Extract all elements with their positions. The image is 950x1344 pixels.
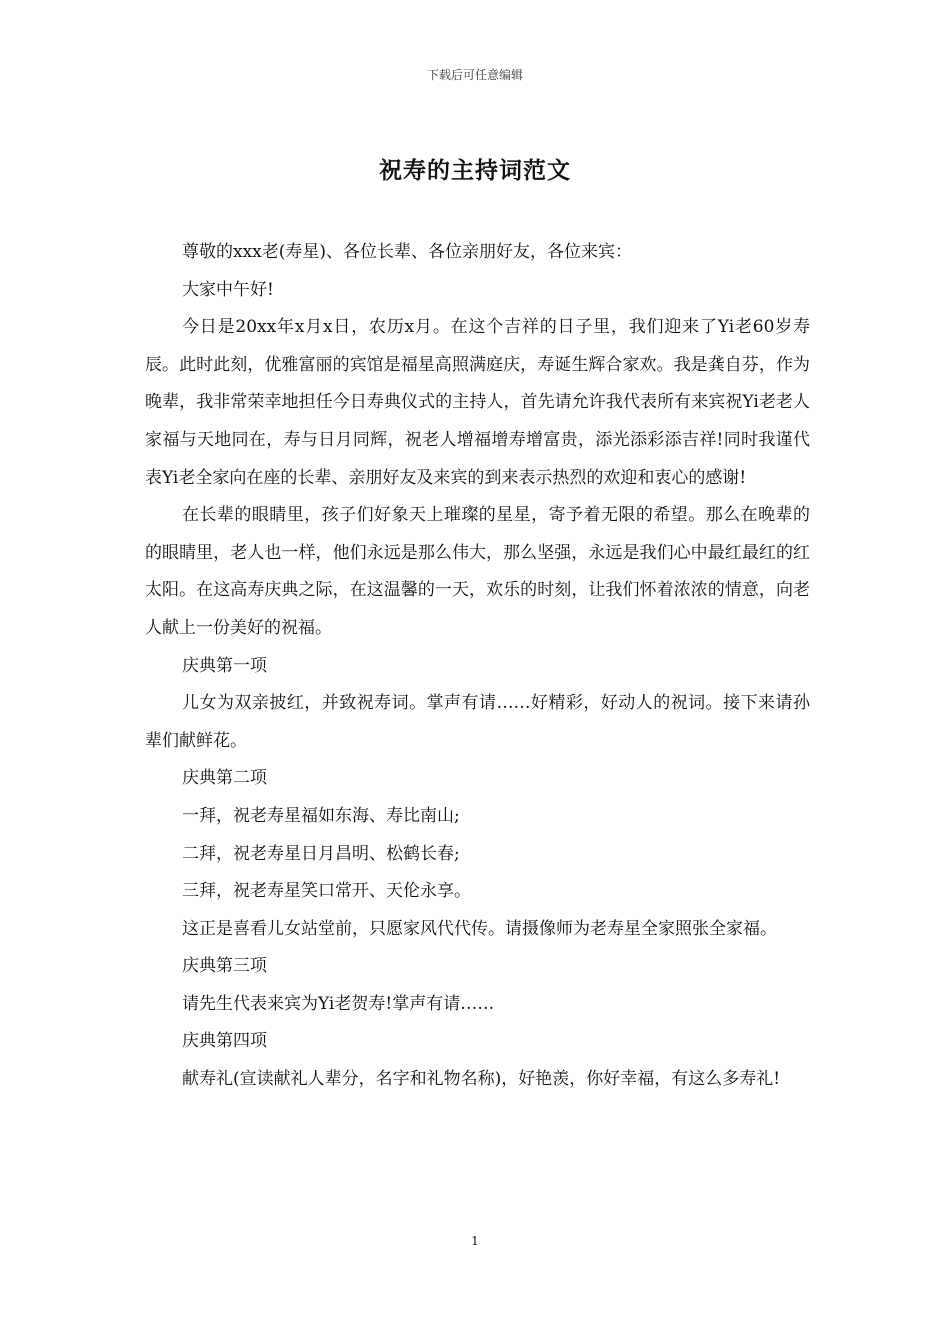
page-number: 1	[471, 1234, 479, 1248]
paragraph-opening: 今日是20xx年x月x日，农历x月。在这个吉祥的日子里，我们迎来了Yi老60岁寿辰。此时此刻，优雅富丽的宾馆是福星高照满庭庆，寿诞生辉合家欢。我是龚自芬，作为晚辈，我非常荣幸地担任今日寿典仪式的主持人，首先请允许我代表所有来宾祝Yi老老人家福与天地同在，寿与日月同辉，祝老人增福增寿增富贵，添光添彩添吉祥!同时我谨代表Yi老全家向在座的长辈、亲朋好友及来宾的到来表示热烈的欢迎和衷心的感谢!	[145, 317, 810, 488]
section-heading-4: 庆典第四项	[182, 1031, 267, 1052]
paragraph-blessing: 在长辈的眼睛里，孩子们好象天上璀璨的星星，寄予着无限的希望。那么在晚辈的的眼睛里，老人也一样，他们永远是那么伟大，那么坚强，永远是我们心中最红最红的红太阳。在这高寿庆典之际，在这温馨的一天，欢乐的时刻，让我们怀着浓浓的情意，向老人献上一份美好的祝福。	[145, 505, 810, 638]
section-heading-2: 庆典第二项	[182, 768, 267, 789]
paragraph-bow-3: 三拜，祝老寿星笑口常开、天伦永享。	[182, 881, 471, 902]
section-heading-1: 庆典第一项	[182, 655, 267, 676]
paragraph-family-photo: 这正是喜看儿女站堂前，只愿家风代代传。请摄像师为老寿星全家照张全家福。	[182, 918, 777, 939]
paragraph-greeting: 尊敬的xxx老(寿星)、各位长辈、各位亲朋好友，各位来宾：	[182, 242, 633, 262]
document-title: 祝寿的主持词范文	[379, 157, 571, 184]
paragraph-bow-1: 一拜，祝老寿星福如东海、寿比南山;	[182, 805, 460, 826]
paragraph-salutation: 大家中午好!	[182, 279, 274, 300]
paragraph-section-3: 请先生代表来宾为Yi老贺寿!掌声有请……	[182, 993, 495, 1014]
page-header-note: 下载后可任意编辑	[426, 68, 523, 82]
document-body	[145, 234, 810, 1099]
paragraph-section-4: 献寿礼(宣读献礼人辈分，名字和礼物名称)，好艳羡，你好幸福，有这么多寿礼!	[182, 1069, 781, 1090]
paragraph-section-1: 儿女为双亲披红，并致祝寿词。掌声有请……好精彩，好动人的祝词。接下来请孙辈们献鲜花。	[145, 693, 810, 751]
paragraph-bow-2: 二拜，祝老寿星日月昌明、松鹤长春;	[182, 843, 460, 864]
section-heading-3: 庆典第三项	[182, 956, 267, 977]
